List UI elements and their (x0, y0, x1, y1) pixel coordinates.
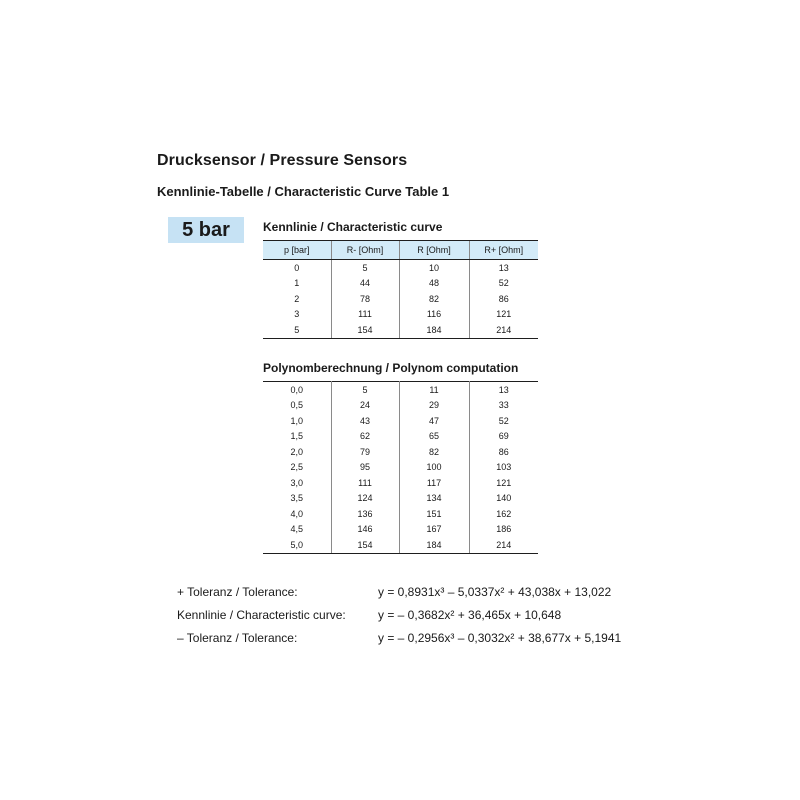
table-cell: 3 (294, 309, 300, 320)
formula-characteristic-curve (177, 607, 621, 630)
table-cell: 24 (331, 398, 399, 414)
table-cell: 121 (469, 307, 538, 323)
table-cell: 47 (399, 413, 469, 429)
table-cell: 5 (331, 382, 399, 398)
characteristic-curve-rows (263, 260, 538, 339)
table-cell: 4,0 (290, 508, 303, 519)
formula-label: – Toleranz / Tolerance: (177, 631, 298, 645)
table-row (263, 475, 538, 491)
table-cell: 11 (399, 382, 469, 398)
table-cell: 121 (469, 475, 538, 491)
characteristic-curve-table (263, 240, 538, 339)
table-cell: 5 (263, 322, 331, 338)
table-cell: 103 (469, 460, 538, 476)
table-row (263, 307, 538, 323)
table-cell: 140 (469, 491, 538, 507)
table-cell: 3,0 (290, 477, 303, 488)
table-cell: 2,0 (290, 446, 303, 457)
table-cell: 44 (331, 276, 399, 292)
table-row (263, 429, 538, 445)
table-cell: 10 (399, 260, 469, 276)
table-cell: 33 (469, 398, 538, 414)
table-row (263, 522, 538, 538)
header-r-minus: R- [Ohm] (331, 241, 399, 260)
table-row (263, 322, 538, 338)
table-cell: 100 (399, 460, 469, 476)
table-cell: 154 (331, 537, 399, 553)
table-cell: 117 (399, 475, 469, 491)
table-cell: 79 (331, 444, 399, 460)
table-row (263, 260, 538, 276)
table-cell: 65 (399, 429, 469, 445)
table-row (263, 398, 538, 414)
table-cell: 1,0 (290, 415, 303, 426)
formula-list (177, 584, 621, 653)
table-cell: 111 (331, 475, 399, 491)
table-cell: 154 (331, 322, 399, 338)
table-cell: 167 (399, 522, 469, 538)
table-cell: 62 (331, 429, 399, 445)
table-cell: 0,5 (290, 400, 303, 411)
table-cell: 134 (399, 491, 469, 507)
table-cell: 162 (469, 506, 538, 522)
formula-equation: y = 0,8931x³ – 5,0337x² + 43,038x + 13,022 (378, 585, 612, 599)
table-row (263, 506, 538, 522)
table-cell: 111 (331, 307, 399, 323)
table-cell: 146 (331, 522, 399, 538)
table-cell: 29 (399, 398, 469, 414)
table-cell: 184 (399, 537, 469, 553)
polynom-computation-section (263, 361, 538, 554)
table-cell: 1,5 (290, 431, 303, 442)
table-cell: 214 (469, 322, 538, 338)
table-cell: 13 (469, 260, 538, 276)
table-cell: 214 (469, 537, 538, 553)
characteristic-curve-heading: Kennlinie / Characteristic curve (263, 220, 443, 234)
polynom-computation-rows (263, 382, 538, 554)
table-cell: 2 (294, 293, 300, 304)
formula-minus-tolerance (177, 630, 621, 653)
formula-label: Kennlinie / Characteristic curve: (177, 608, 346, 622)
table-cell: 0,0 (290, 384, 303, 395)
table-cell: 5 (331, 260, 399, 276)
table-cell: 136 (331, 506, 399, 522)
table-row (263, 444, 538, 460)
page-title: Drucksensor / Pressure Sensors (157, 152, 408, 169)
polynom-computation-heading: Polynomberechnung / Polynom computation (263, 361, 519, 375)
table-cell: 3,5 (290, 493, 303, 504)
header-r: R [Ohm] (399, 241, 469, 260)
table-cell: 124 (331, 491, 399, 507)
table-row (263, 382, 538, 398)
formula-plus-tolerance (177, 584, 621, 607)
table-cell: 1 (294, 278, 300, 289)
header-r-plus: R+ [Ohm] (469, 241, 538, 260)
table-cell: 43 (331, 413, 399, 429)
header-pressure: p [bar] (263, 241, 331, 260)
table-cell: 0 (294, 262, 300, 273)
table-cell: 86 (469, 444, 538, 460)
table-cell: 52 (469, 276, 538, 292)
table-cell: 116 (399, 307, 469, 323)
table-cell: 151 (399, 506, 469, 522)
table-header-row (263, 241, 538, 260)
table-cell: 5,0 (263, 537, 331, 553)
page-subtitle: Kennlinie-Tabelle / Characteristic Curve Table 1 (157, 184, 450, 199)
table-cell: 82 (399, 291, 469, 307)
table-cell: 95 (331, 460, 399, 476)
formula-label: + Toleranz / Tolerance: (177, 585, 298, 599)
table-cell: 186 (469, 522, 538, 538)
formula-equation: y = – 0,2956x³ – 0,3032x² + 38,677x + 5,1941 (378, 631, 622, 645)
formula-equation: y = – 0,3682x² + 36,465x + 10,648 (378, 608, 562, 622)
table-cell: 82 (399, 444, 469, 460)
table-row (263, 276, 538, 292)
table-row (263, 460, 538, 476)
table-cell: 69 (469, 429, 538, 445)
characteristic-curve-section (263, 220, 538, 339)
table-cell: 2,5 (290, 462, 303, 473)
table-cell: 48 (399, 276, 469, 292)
table-cell: 13 (469, 382, 538, 398)
table-row (263, 491, 538, 507)
table-cell: 86 (469, 291, 538, 307)
pressure-range-badge: 5 bar (168, 217, 244, 243)
table-row (263, 413, 538, 429)
table-cell: 52 (469, 413, 538, 429)
table-row (263, 537, 538, 553)
polynom-computation-table (263, 381, 538, 554)
table-cell: 78 (331, 291, 399, 307)
table-row (263, 291, 538, 307)
table-cell: 184 (399, 322, 469, 338)
table-cell: 4,5 (290, 524, 303, 535)
